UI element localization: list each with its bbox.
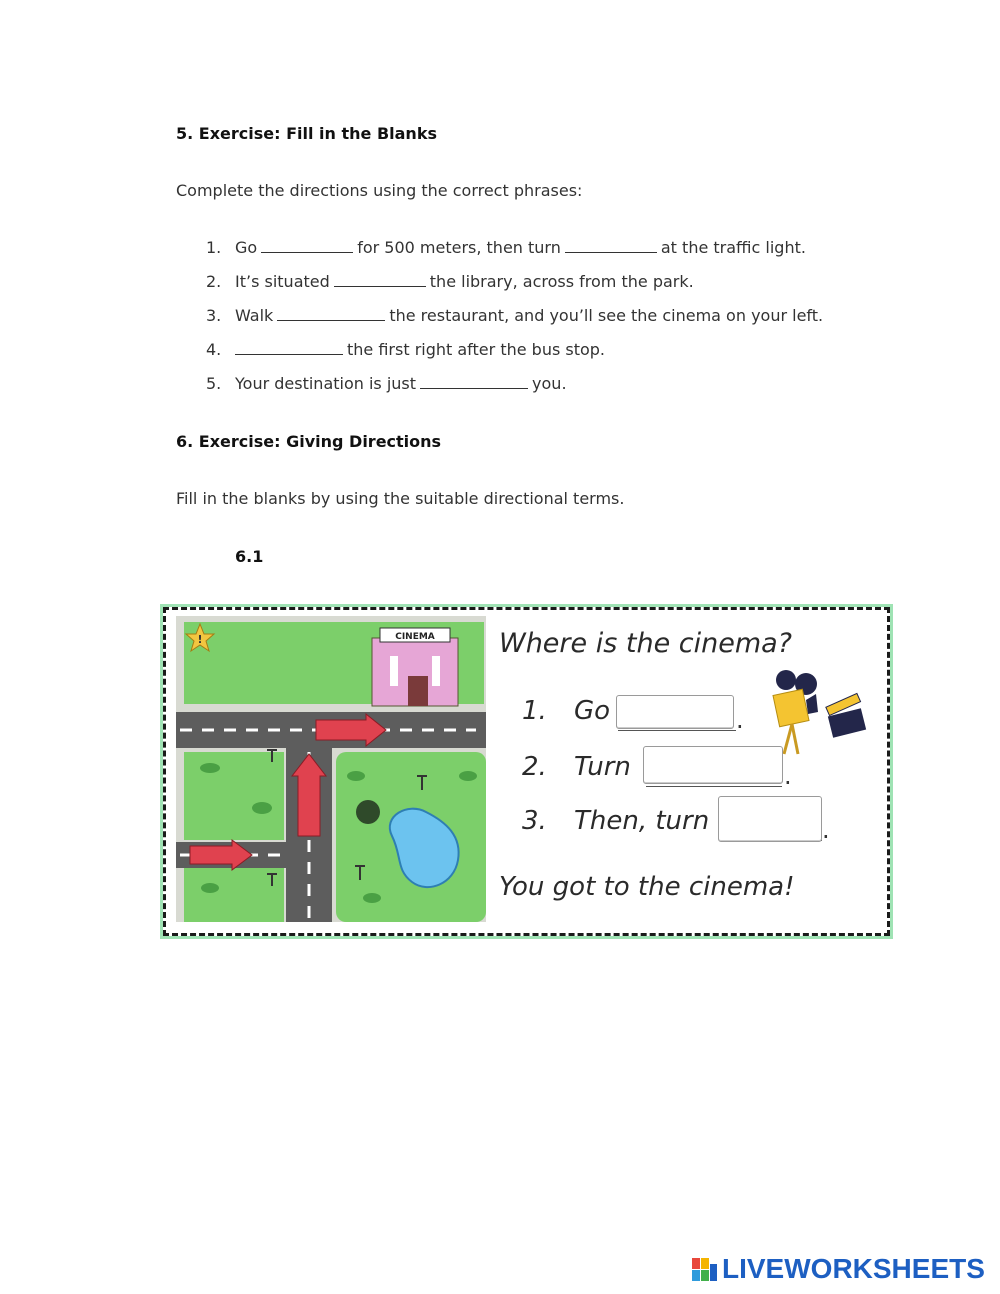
star-badge-label: ! xyxy=(197,633,203,646)
tree xyxy=(356,800,380,824)
section-6-heading: 6. Exercise: Giving Directions xyxy=(176,432,442,451)
question-title: Where is the cinema? xyxy=(499,628,793,659)
step-2-period: . xyxy=(784,762,792,790)
section-5-heading: 5. Exercise: Fill in the Blanks xyxy=(176,124,437,143)
step-2-label: Turn xyxy=(574,752,631,782)
step-3-answer-input[interactable] xyxy=(718,796,822,842)
clapperboard-icon xyxy=(826,693,866,737)
step-1-number: 1. xyxy=(522,696,547,726)
grass-block xyxy=(184,752,284,840)
step-1-underline xyxy=(618,730,736,731)
step-1-answer-input[interactable] xyxy=(616,695,734,729)
step-3-number: 3. xyxy=(522,806,547,836)
item-number: 2. xyxy=(206,272,222,291)
logo-mark-icon xyxy=(692,1258,718,1282)
item-text: at the traffic light. xyxy=(660,238,806,257)
conclusion-text: You got to the cinema! xyxy=(499,872,795,902)
list-item xyxy=(206,306,823,325)
item-number: 1. xyxy=(206,238,222,257)
step-3-label: Then, turn xyxy=(574,806,710,836)
worksheet-card-inner xyxy=(163,607,890,936)
item-text: the library, across from the park. xyxy=(429,272,694,291)
blank-line xyxy=(334,272,426,287)
item-text: Your destination is just xyxy=(235,374,417,393)
list-item xyxy=(206,374,567,393)
blank-line xyxy=(277,306,385,321)
item-text: Walk xyxy=(235,306,274,325)
list-item xyxy=(206,238,806,257)
blank-line xyxy=(235,340,343,355)
step-1-label: Go xyxy=(574,696,611,726)
item-text: you. xyxy=(532,374,567,393)
item-number: 4. xyxy=(206,340,222,359)
item-text: the restaurant, and you’ll see the cinema on your left. xyxy=(389,306,824,325)
item-text: for 500 meters, then turn xyxy=(357,238,561,257)
step-2-answer-input[interactable] xyxy=(643,746,783,784)
blank-line xyxy=(420,374,528,389)
grass-block xyxy=(184,868,284,922)
section-6-instruction: Fill in the blanks by using the suitable directional terms. xyxy=(176,489,625,508)
subsection-heading: 6.1 xyxy=(235,547,264,566)
item-number: 5. xyxy=(206,374,222,393)
item-text: Go xyxy=(235,238,258,257)
list-item xyxy=(206,272,694,291)
item-text: It’s situated xyxy=(235,272,330,291)
worksheet-card xyxy=(160,604,893,939)
cinema-sign: CINEMA xyxy=(395,632,435,642)
list-item xyxy=(206,340,605,359)
blank-line xyxy=(565,238,657,253)
section-5-instruction: Complete the directions using the correct phrases: xyxy=(176,181,583,200)
item-number: 3. xyxy=(206,306,222,325)
step-3-period: . xyxy=(822,816,830,844)
brand-name: LIVEWORKSHEETS xyxy=(722,1253,985,1284)
step-2-number: 2. xyxy=(522,752,547,782)
blank-line xyxy=(261,238,353,253)
step-1-period: . xyxy=(736,706,744,734)
step-2-underline xyxy=(646,786,782,787)
street-map-illustration xyxy=(176,616,486,922)
item-text: the first right after the bus stop. xyxy=(347,340,606,359)
